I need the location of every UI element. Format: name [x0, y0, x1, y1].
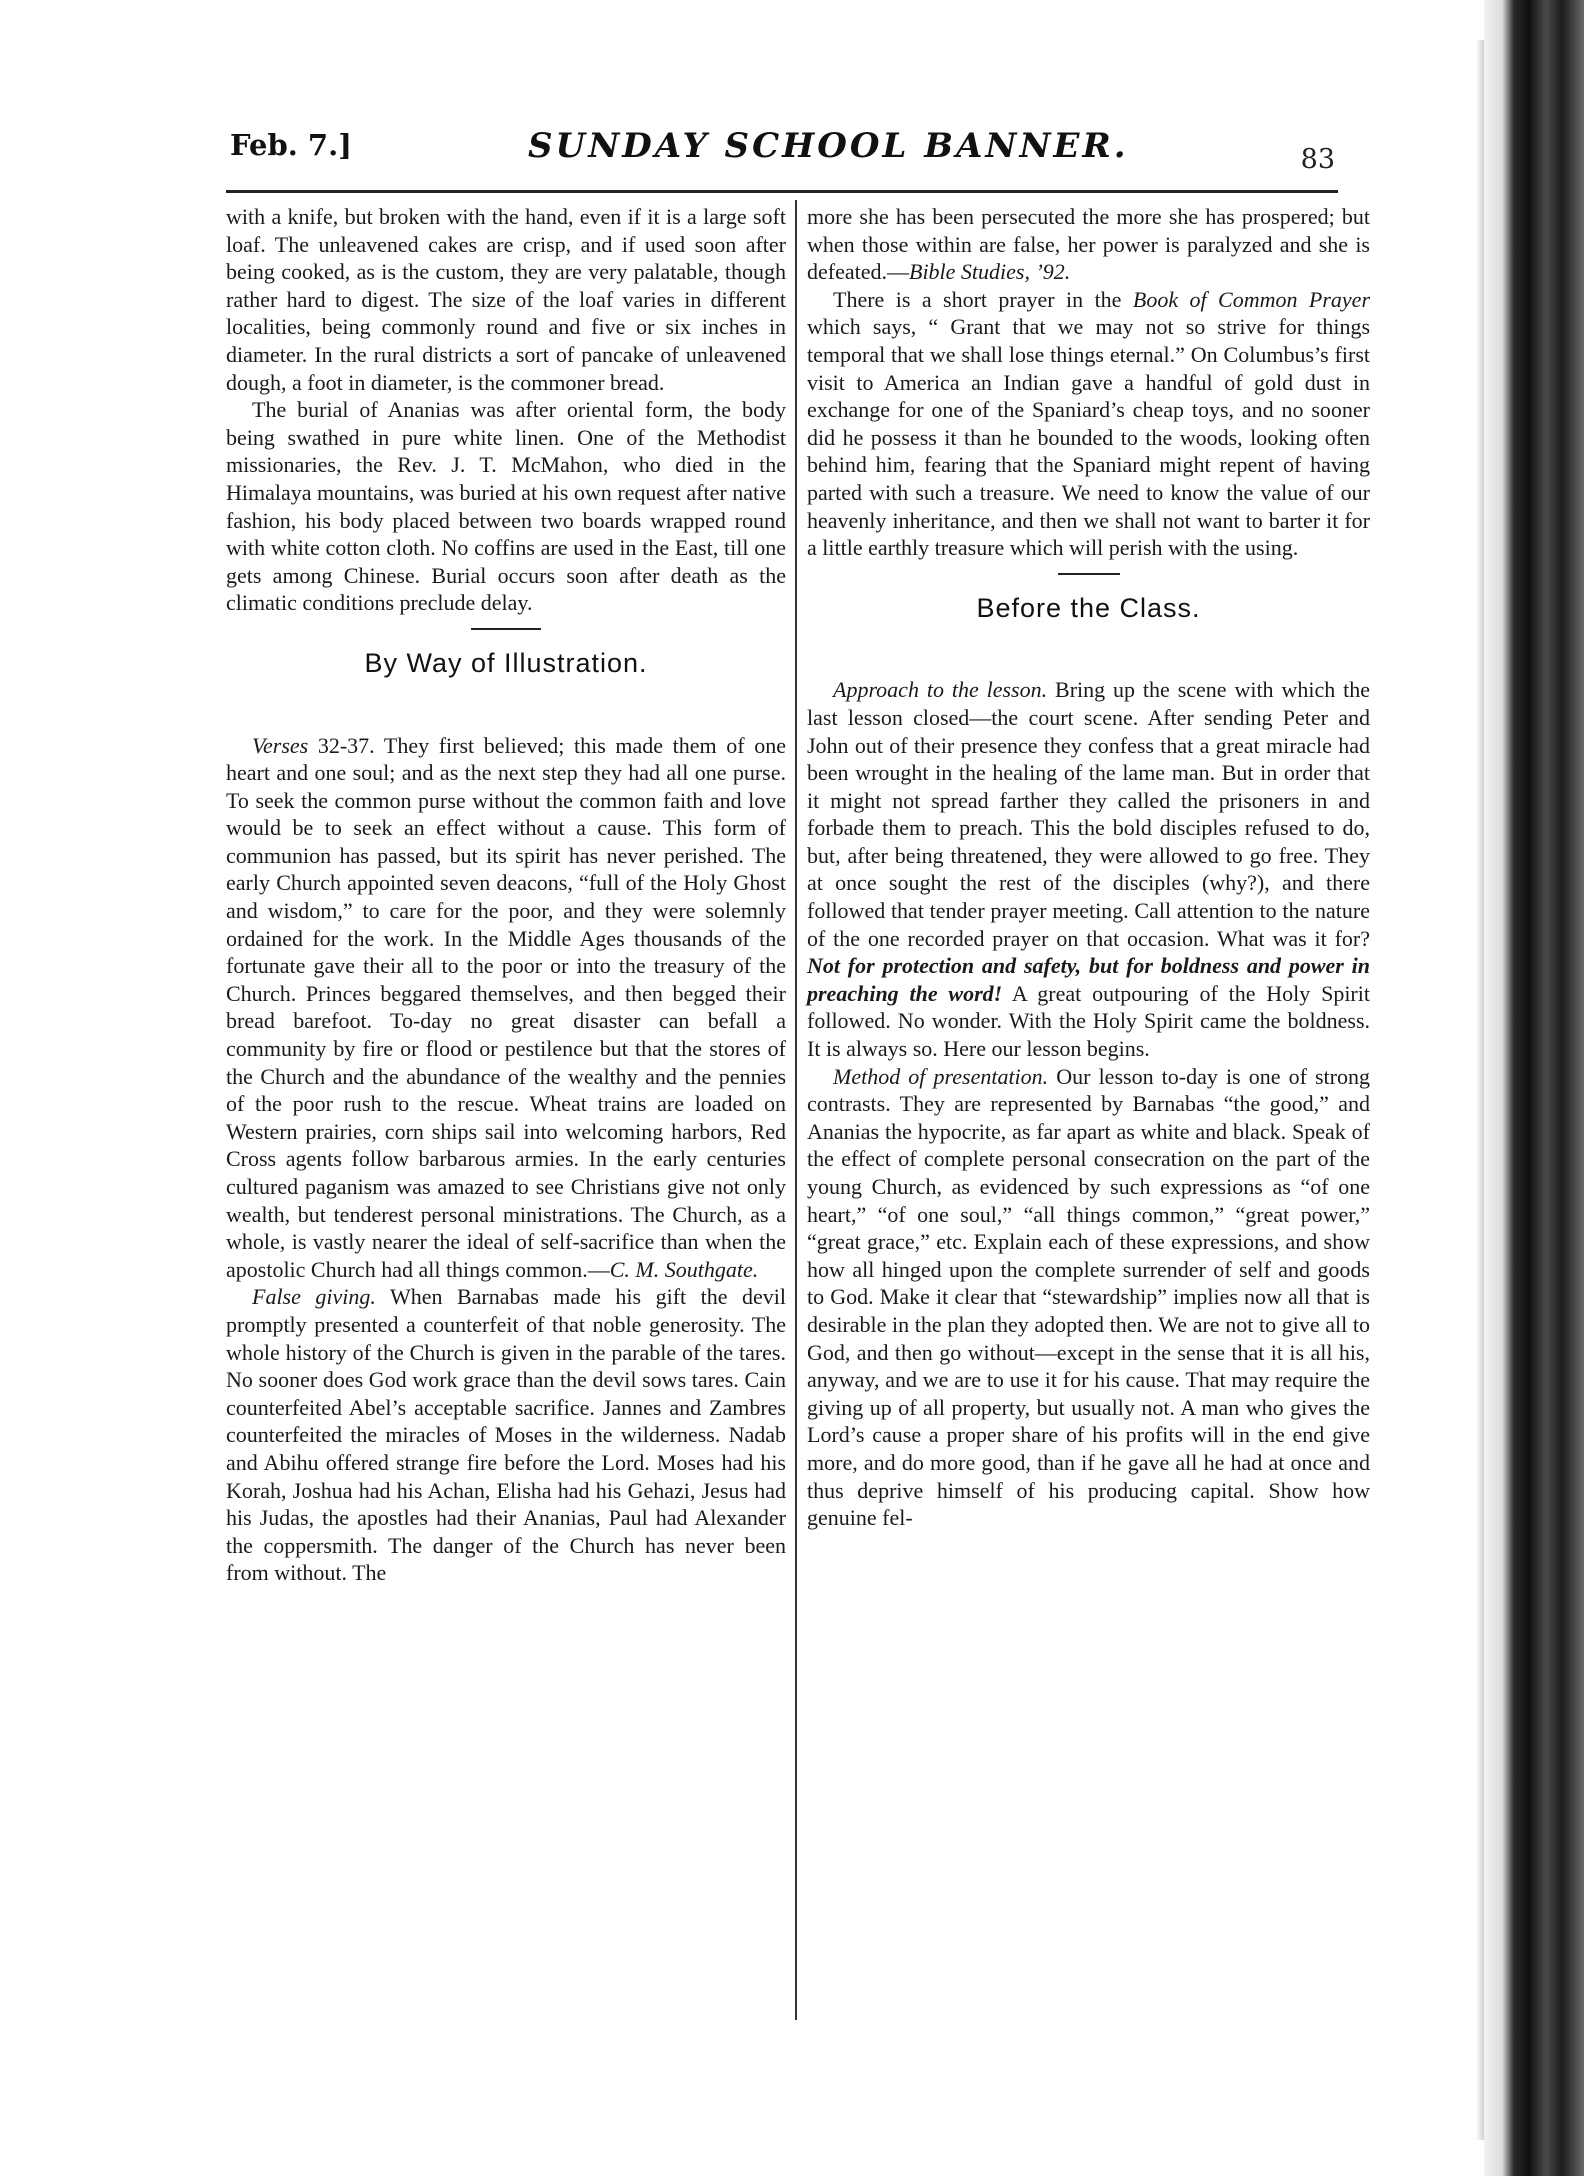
- paragraph-body: which says, “ Grant that we may not so strive for things temporal that we shall lose things eternal.” On Columbus’s first visit to America an Indian gave a handful of gold dust in exchange for one of the Spaniard’s cheap toys, and no sooner did he possess it than he bounded to the woods, looking often behind him, fearing that the Spaniard might repent of having parted with such a treasure. We need to know the value of our heavenly inheritance, and then we shall not want to barter it for a little earthly treasure which will perish with the using.: [807, 314, 1370, 561]
- paragraph-burial: The burial of Ananias was after oriental form, the body being swathed in pure white linen. One of the Methodist missionaries, the Rev. J. T. McMahon, who died in the Himalaya mountains, was buried at his own request after native fashion, his body placed between two boards wrapped round with white cotton cloth. No coffins are used in the East, till one gets among Chinese. Burial occurs soon after death as the climatic conditions preclude delay.: [226, 397, 786, 616]
- section-heading-before-class: Before the Class.: [976, 592, 1201, 623]
- paragraph-body: more she has been persecuted the more she has prospered; but when those within are false, her power is paralyzed and she is defeated.—: [807, 204, 1370, 285]
- paragraph-continuation: [807, 203, 1370, 286]
- column-divider: [795, 200, 797, 2020]
- paragraph-body: When Barnabas made his gift the devil promptly presented a counterfeit of that noble generosity. The whole history of the Church is given in the parable of the tares. No sooner does God work grace than the devil sows tares. Cain counterfeited Abel’s acceptable sacrifice. Jannes and Zambres counterfeited the miracles of Moses in the wilderness. Nadab and Abihu offered strange fire before the Lord. Moses had his Korah, Joshua had his Achan, Elisha had his Gehazi, Jesus had his Judas, the apostles had their Ananias, Paul had Alexander the coppersmith. The danger of the Church has never been from without. The: [226, 1284, 786, 1586]
- paragraph-approach: [807, 676, 1370, 1062]
- paragraph-body: There is a short prayer in the: [833, 286, 1133, 312]
- paragraph-body: 32-37. They first believed; this made them of one heart and one soul; and as the next step they had all one purse. To seek the common purse without the common faith and love would be to seek an effect without a cause. This form of communion has passed, but its spirit has never perished. The early Church appointed seven deacons, “full of the Holy Ghost and wisdom,” to care for the poor, and they were solemnly ordained for the work. In the Middle Ages thousands of the fortunate gave their all to the poor or into the treasury of the Church. Princes beggared themselves, and then begged their bread barefoot. To-day no great disaster can befall a community by fire or flood or pestilence but that the stores of the Church and the abundance of the wealthy and the pennies of the poor rush to the rescue. Wheat trains are loaded on Western prairies, corn ships sail into welcoming harbors, Red Cross agents follow barbarous armies. In the early centuries cultured paganism was amazed to see Christians give not only wealth, but tenderest personal ministrations. The Church, as a whole, is vastly nearer the ideal of self-sacrifice than when the apostolic Church had all things common.—: [226, 732, 786, 1282]
- paragraph-lead: Verses: [252, 732, 309, 758]
- header-rule: [226, 190, 1338, 193]
- paragraph-body: Bring up the scene with which the last lesson closed—the court scene. After sending Peter and John out of their presence they confess that a great miracle had been wrought in the healing of the lame man. But in order that it might not spread farther they called the prisoners in and forbade them to preach. This the bold disciples refused to do, but, after being threatened, they were allowed to go free. They at once sought the rest of the disciples (why?), and there followed that tender prayer meeting. Call attention to the nature of the one recorded prayer on that occasion. What was it for?: [807, 677, 1370, 951]
- book-title: Book of Common Prayer: [1132, 286, 1371, 312]
- paragraph-bread: with a knife, but broken with the hand, even if it is a large soft loaf. The unleavened cakes are crisp, and if used soon after being cooked, as is the custom, they are very palatable, though rather hard to digest. The size of the loaf varies in different localities, being commonly round and five or six inches in diameter. In the rural districts a sort of pancake of unleavened dough, a foot in diameter, is the commoner bread.: [226, 204, 786, 395]
- emphasis-text: Not for protection and safety, but for boldness and power in preaching the word!: [807, 953, 1370, 1006]
- section-heading-illustration: By Way of Illustration.: [364, 647, 648, 678]
- attribution: C. M. Southgate.: [609, 1256, 759, 1282]
- attribution: Bible Studies, ’92.: [909, 259, 1071, 285]
- paragraph-body: A great outpouring of the Holy Spirit followed. No wonder. With the Holy Spirit came the boldness. It is always so. Here our lesson begins.: [807, 980, 1370, 1062]
- section-rule: [1058, 573, 1120, 575]
- paragraph-body: Our lesson to-day is one of strong contrasts. They are represented by Barnabas “the good,” and Ananias the hypocrite, as far apart as white and black. Speak of the effect of complete personal consecration on the part of the young Church, as evidenced by such expressions as “of one heart,” “of one soul,” “all things common,” “great power,” “great grace,” etc. Explain each of these expressions, and show how all hinged upon the complete surrender of self and goods to God. Make it clear that “stewardship” implies now all that is desirable in the plan they adopted then. We are not to give all to God, and then go without—except in the sense that it is all his, anyway, and we are to use it for his cause. That may require the giving up of all property, but usually not. A man who gives the Lord’s cause a proper share of his profits will in the end give more, and do more good, than if he gave all he had at once and thus deprive himself of his producing capital. Show how genuine fel-: [807, 1063, 1370, 1531]
- page-number: 83: [1300, 144, 1335, 175]
- page-edge: [1476, 40, 1484, 2140]
- paragraph-lead: Approach to the lesson.: [833, 677, 1048, 703]
- right-column: [807, 203, 1370, 1532]
- page-header: [230, 120, 1335, 180]
- section-rule: [471, 628, 541, 630]
- paragraph-prayer: [807, 286, 1370, 562]
- publication-title: SUNDAY SCHOOL BANNER.: [528, 126, 1129, 166]
- paragraph-false-giving: [226, 1283, 786, 1587]
- paragraph-verses: [226, 732, 786, 1284]
- book-spine: [1484, 0, 1584, 2176]
- header-date: Feb. 7.]: [230, 128, 352, 162]
- left-column: [226, 203, 786, 1587]
- paragraph-lead: False giving.: [252, 1284, 376, 1310]
- paragraph-lead: Method of presentation.: [833, 1063, 1049, 1089]
- paragraph-method: [807, 1063, 1370, 1532]
